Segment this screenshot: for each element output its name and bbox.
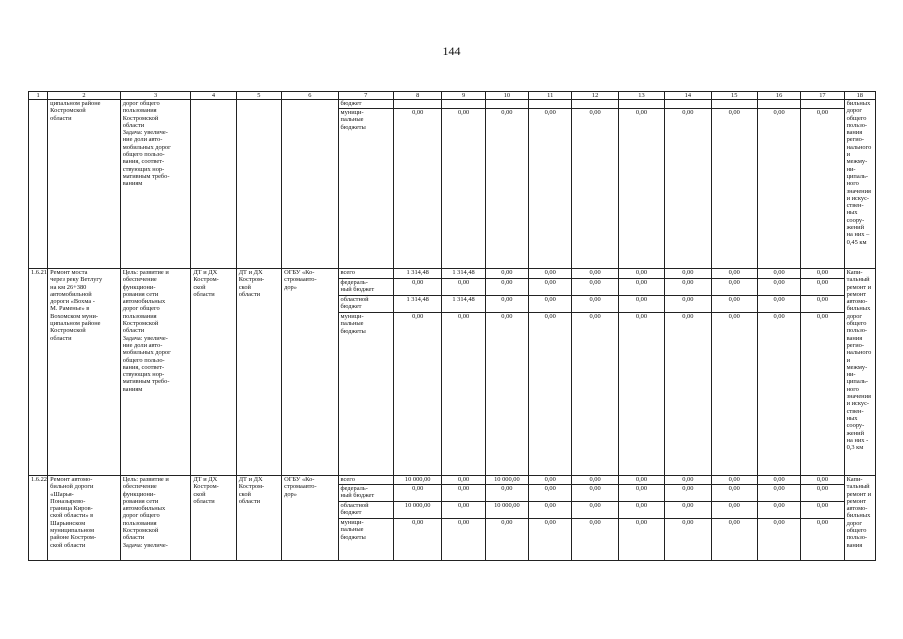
amount-cell [393,100,441,109]
funding-source: областной бюджет [338,296,393,313]
column-number-header: 8 [393,92,441,100]
event-name: Ремонт автомо- бильной дороги «Шарья- Поназырево- граница Киров- ской области» в Шарьинском муниципальном районе Костром- ской области [48,476,121,561]
amount-cell: 0,00 [529,485,572,502]
table-row [29,476,876,485]
amount-cell: 0,00 [711,476,757,485]
amount-cell: 0,00 [711,519,757,561]
amount-cell: 0,00 [711,269,757,279]
amount-cell [618,100,664,109]
amount-cell: 0,00 [442,313,485,476]
amount-cell: 0,00 [393,279,441,296]
expected-result: Капи- тальный ремонт и ремонт автомо- бильных дорог общего пользо- вания [844,476,875,561]
amount-cell: 0,00 [393,313,441,476]
amount-cell: 0,00 [442,109,485,269]
amount-cell: 0,00 [485,296,528,313]
amount-cell: 0,00 [618,476,664,485]
event-name: ципальном районе Костромской области [48,100,121,269]
amount-cell: 0,00 [665,296,711,313]
column-number-header: 1 [29,92,48,100]
amount-cell: 0,00 [442,279,485,296]
amount-cell [711,100,757,109]
header-row [29,92,876,100]
amount-cell: 0,00 [572,109,618,269]
responsible-executor: ДТ и ДХ Костром- ской области [191,269,236,476]
amount-cell: 0,00 [757,519,800,561]
amount-cell: 0,00 [801,485,844,502]
amount-cell: 0,00 [801,519,844,561]
amount-cell: 0,00 [529,109,572,269]
coexecutor: ДТ и ДХ Костром- ской области [236,269,281,476]
amount-cell: 0,00 [572,502,618,519]
amount-cell: 0,00 [618,313,664,476]
amount-cell: 0,00 [485,313,528,476]
amount-cell: 0,00 [618,296,664,313]
amount-cell: 0,00 [442,476,485,485]
amount-cell: 0,00 [393,519,441,561]
amount-cell: 10 000,00 [485,476,528,485]
amount-cell: 0,00 [442,502,485,519]
amount-cell: 0,00 [529,476,572,485]
amount-cell: 0,00 [665,109,711,269]
amount-cell [442,100,485,109]
amount-cell: 0,00 [711,313,757,476]
column-number-header: 13 [618,92,664,100]
amount-cell: 0,00 [529,296,572,313]
amount-cell: 10 000,00 [393,502,441,519]
amount-cell: 0,00 [757,109,800,269]
amount-cell: 0,00 [665,485,711,502]
amount-cell: 0,00 [711,502,757,519]
amount-cell: 0,00 [618,109,664,269]
amount-cell: 0,00 [529,269,572,279]
amount-cell: 10 000,00 [393,476,441,485]
funding-source: федераль- ный бюджет [338,485,393,502]
amount-cell: 10 000,00 [485,502,528,519]
amount-cell: 0,00 [529,313,572,476]
amount-cell: 0,00 [757,485,800,502]
column-number-header: 11 [529,92,572,100]
amount-cell: 0,00 [801,296,844,313]
amount-cell: 0,00 [665,269,711,279]
amount-cell: 0,00 [485,485,528,502]
amount-cell: 0,00 [572,296,618,313]
table-row [29,100,876,109]
amount-cell: 1 314,48 [393,269,441,279]
funding-source: всего [338,269,393,279]
item-number [29,100,48,269]
amount-cell: 0,00 [572,485,618,502]
amount-cell: 0,00 [485,279,528,296]
column-number-header: 5 [236,92,281,100]
column-number-header: 3 [120,92,191,100]
amount-cell: 0,00 [485,269,528,279]
table-row [29,269,876,279]
amount-cell: 0,00 [618,485,664,502]
column-number-header: 2 [48,92,121,100]
amount-cell: 0,00 [711,485,757,502]
item-number: 1.6.21 [29,269,48,476]
column-number-header: 17 [801,92,844,100]
amount-cell: 1 314,48 [393,296,441,313]
amount-cell: 0,00 [801,502,844,519]
funding-source: муници- пальные бюджеты [338,313,393,476]
amount-cell: 0,00 [757,296,800,313]
amount-cell: 0,00 [572,279,618,296]
participant [282,100,338,269]
funding-source: муници- пальные бюджеты [338,109,393,269]
amount-cell [485,100,528,109]
participant: ОГБУ «Ко- стромаавто- дор» [282,269,338,476]
amount-cell: 0,00 [572,476,618,485]
event-name: Ремонт моста через реку Ветлугу на км 26+380 автомобильной дороги «Вохма - М. Раменье» в Вохомском муни- ципальном районе Костромской области [48,269,121,476]
amount-cell: 0,00 [757,313,800,476]
amount-cell: 0,00 [757,502,800,519]
amount-cell: 0,00 [529,279,572,296]
page-number: 144 [442,44,461,58]
goal-task: Цель: развитие и обеспечение функциони- рования сети автомобильных дорог общего пользования Костромской области Задача: увеличе- [120,476,191,561]
goal-task: дорог общего пользования Костромской области Задача: увеличе- ние доли авто- мобильных дорог общего пользо- вания, соответ- ствующих нор- мативным требо- ваниям [120,100,191,269]
amount-cell: 0,00 [757,279,800,296]
amount-cell: 0,00 [618,502,664,519]
amount-cell: 0,00 [572,519,618,561]
column-number-header: 14 [665,92,711,100]
responsible-executor [191,100,236,269]
participant: ОГБУ «Ко- стромаавто- дор» [282,476,338,561]
column-number-header: 16 [757,92,800,100]
coexecutor [236,100,281,269]
amount-cell [757,100,800,109]
column-number-header: 4 [191,92,236,100]
amount-cell: 0,00 [485,109,528,269]
column-number-header: 10 [485,92,528,100]
amount-cell: 0,00 [665,519,711,561]
budget-table [28,91,876,561]
amount-cell: 0,00 [801,476,844,485]
amount-cell: 0,00 [801,109,844,269]
amount-cell: 0,00 [442,485,485,502]
responsible-executor: ДТ и ДХ Костром- ской области [191,476,236,561]
amount-cell: 0,00 [572,269,618,279]
amount-cell: 0,00 [801,269,844,279]
expected-result: Капи- тальный ремонт и ремонт автомо- бильных дорог общего пользо- вания регио- нального и межму- ни- ципаль- ного значения и искус- ствен- ных соору- жений на них - 0,3 км [844,269,875,476]
amount-cell: 1 314,48 [442,269,485,279]
amount-cell [801,100,844,109]
amount-cell: 0,00 [801,279,844,296]
amount-cell: 0,00 [442,519,485,561]
amount-cell: 0,00 [711,279,757,296]
amount-cell [665,100,711,109]
funding-source: федераль- ный бюджет [338,279,393,296]
amount-cell: 0,00 [618,269,664,279]
amount-cell: 0,00 [665,476,711,485]
amount-cell [572,100,618,109]
funding-source: бюджет [338,100,393,109]
amount-cell: 0,00 [529,502,572,519]
amount-cell [529,100,572,109]
amount-cell: 0,00 [665,502,711,519]
amount-cell: 0,00 [618,519,664,561]
amount-cell: 0,00 [393,485,441,502]
amount-cell: 0,00 [711,109,757,269]
funding-source: муници- пальные бюджеты [338,519,393,561]
amount-cell: 0,00 [618,279,664,296]
column-number-header: 6 [282,92,338,100]
coexecutor: ДТ и ДХ Костром- ской области [236,476,281,561]
funding-source: всего [338,476,393,485]
expected-result: бильных дорог общего пользо- вания регио- нального и межму- ни- ципаль- ного значения и искус- ствен- ных соору- жений на них – 0,45 км [844,100,875,269]
amount-cell: 0,00 [529,519,572,561]
column-number-header: 7 [338,92,393,100]
amount-cell: 0,00 [711,296,757,313]
funding-source: областной бюджет [338,502,393,519]
amount-cell: 1 314,48 [442,296,485,313]
column-number-header: 9 [442,92,485,100]
amount-cell: 0,00 [757,476,800,485]
column-number-header: 15 [711,92,757,100]
amount-cell: 0,00 [393,109,441,269]
amount-cell: 0,00 [485,519,528,561]
amount-cell: 0,00 [665,313,711,476]
column-number-header: 12 [572,92,618,100]
amount-cell: 0,00 [757,269,800,279]
amount-cell: 0,00 [665,279,711,296]
item-number: 1.6.22 [29,476,48,561]
amount-cell: 0,00 [801,313,844,476]
column-number-header: 18 [844,92,875,100]
amount-cell: 0,00 [572,313,618,476]
goal-task: Цель: развитие и обеспечение функциони- рования сети автомобильных дорог общего пользования Костромской области Задача: увеличе- ние доли авто- мобильных дорог общего пользо- вания, соответ- ствующих нор- мативным требо- ваниям [120,269,191,476]
